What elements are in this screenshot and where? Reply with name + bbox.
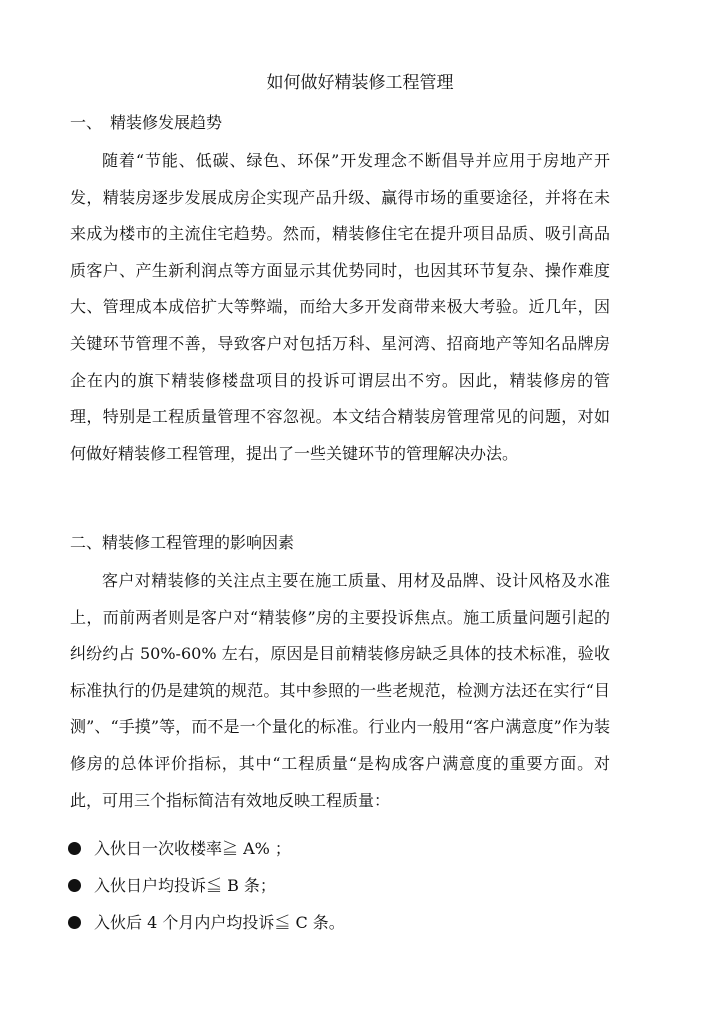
document-title: 如何做好精装修工程管理 <box>266 73 454 93</box>
section-heading-2 <box>70 530 294 556</box>
list-item <box>68 904 345 941</box>
quality-index-list <box>68 830 345 941</box>
section-number-2: 二、 <box>70 533 103 552</box>
section-paragraph-2: 客户对精装修的关注点主要在施工质量、用材及品牌、设计风格及水准上，而前两者则是客户对“精装修”房的主要投诉焦点。施工质量问题引起的纠纷约占 50%-60% 左右，原因是目前精装修房缺乏具体的技术标准，验收标准执行的仍是建筑的规范。其中参照的一些老规范，检测方法还在实行“目测”、“手摸”等，而不是一个量化的标准。行业内一般用“客户满意度”作为装修房的总体评价指标，其中“工程质量“是构成客户满意度的重要方面。对此，可用三个指标简洁有效地反映工程质量： <box>70 571 610 810</box>
section-number-1: 一、 <box>70 113 103 132</box>
bullet-dot-icon <box>68 842 81 855</box>
list-item-text: 入伙日一次收楼率≧ A% ； <box>94 838 291 858</box>
bullet-dot-icon <box>68 916 81 929</box>
list-item-text: 入伙后 4 个月内户均投诉≦ C 条。 <box>94 912 345 932</box>
section-heading-1 <box>70 110 222 136</box>
list-item-text: 入伙日户均投诉≦ B 条； <box>94 875 276 895</box>
section-paragraph-1: 随着“节能、低碳、绿色、环保”开发理念不断倡导并应用于房地产开发，精装房逐步发展成房企实现产品升级、赢得市场的重要途径，并将在未来成为楼市的主流住宅趋势。然而，精装修住宅在提升项目品质、吸引高品质客户、产生新利润点等方面显示其优势同时，也因其环节复杂、操作难度大、管理成本成倍扩大等弊端，而给大多开发商带来极大考验。近几年，因关键环节管理不善，导致客户对包括万科、星河湾、招商地产等知名品牌房企在内的旗下精装修楼盘项目的投诉可谓层出不穷。因此，精装修房的管理，特别是工程质量管理不容忽视。本文结合精装房管理常见的问题，对如何做好精装修工程管理，提出了一些关键环节的管理解决办法。 <box>70 151 610 463</box>
section-title-1: 精装修发展趋势 <box>110 113 223 132</box>
section-title-2: 精装修工程管理的影响因素 <box>102 533 295 552</box>
bullet-dot-icon <box>68 879 81 892</box>
list-item <box>68 867 345 904</box>
list-item <box>68 830 345 867</box>
